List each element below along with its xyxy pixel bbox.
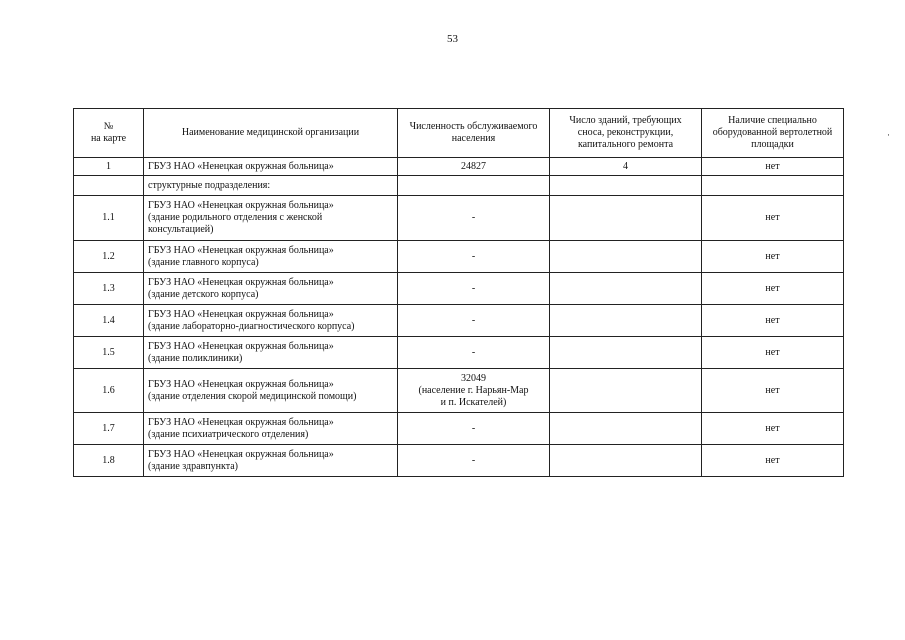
row-helipad: нет <box>702 196 844 241</box>
header-num-line: № <box>103 121 114 132</box>
row-buildings <box>550 176 702 196</box>
row-population-line: - <box>471 454 476 466</box>
row-population-line: - <box>471 250 476 262</box>
row-buildings <box>550 273 702 305</box>
row-name-line: ГБУЗ НАО «Ненецкая окружная больница» <box>148 276 334 288</box>
row-population-line: - <box>471 282 476 294</box>
row-name <box>144 413 398 445</box>
row-name-line: (здание поликлиники) <box>148 352 243 364</box>
row-buildings <box>550 305 702 337</box>
table-row <box>74 273 844 305</box>
table-row <box>74 413 844 445</box>
row-num: 1.3 <box>74 273 144 305</box>
header-buildings-line: капитального ремонта <box>577 139 674 150</box>
row-name <box>144 337 398 369</box>
row-population <box>398 413 550 445</box>
row-name-line: структурные подразделения: <box>148 179 271 191</box>
row-num: 1.8 <box>74 445 144 477</box>
header-buildings-line: Число зданий, требующих <box>569 115 682 126</box>
table-row <box>74 305 844 337</box>
table-row <box>74 158 844 176</box>
row-name-line: ГБУЗ НАО «Ненецкая окружная больница» <box>148 416 334 428</box>
header-num <box>74 109 144 158</box>
row-population-line: (население г. Нарьян-Мар <box>418 384 529 396</box>
row-helipad: нет <box>702 337 844 369</box>
row-population-line: - <box>471 212 476 223</box>
row-num <box>74 176 144 196</box>
row-population-line: - <box>471 422 476 434</box>
row-name-line: (здание родильного отделения с женской <box>148 212 323 223</box>
row-name <box>144 241 398 273</box>
row-num: 1 <box>74 158 144 176</box>
row-population <box>398 305 550 337</box>
edge-mark: · <box>887 130 890 140</box>
row-name <box>144 369 398 413</box>
row-population-line: и п. Искателей) <box>440 396 507 408</box>
row-population <box>398 337 550 369</box>
row-name-line: консультацией) <box>148 224 214 235</box>
row-population-line: - <box>471 314 476 326</box>
row-num: 1.2 <box>74 241 144 273</box>
header-population-line: населения <box>451 133 496 144</box>
row-num: 1.4 <box>74 305 144 337</box>
row-buildings: 4 <box>550 158 702 176</box>
row-helipad <box>702 176 844 196</box>
header-population <box>398 109 550 158</box>
header-name: Наименование медицинской организации <box>144 109 398 158</box>
row-buildings <box>550 196 702 241</box>
row-name <box>144 305 398 337</box>
table-row <box>74 337 844 369</box>
table-header-row <box>74 109 844 158</box>
row-name <box>144 176 398 196</box>
row-name-line: (здание отделения скорой медицинской помощи) <box>148 390 357 402</box>
row-name-line: (здание здравпункта) <box>148 460 238 472</box>
row-name-line: ГБУЗ НАО «Ненецкая окружная больница» <box>148 308 334 320</box>
row-name <box>144 445 398 477</box>
row-helipad: нет <box>702 305 844 337</box>
row-name-line: (здание детского корпуса) <box>148 288 259 300</box>
table-row <box>74 445 844 477</box>
header-helipad-line: оборудованной вертолетной <box>712 127 833 138</box>
row-population-line: - <box>471 346 476 358</box>
medical-organizations-table <box>73 108 844 477</box>
row-population <box>398 445 550 477</box>
row-buildings <box>550 369 702 413</box>
row-name-line: ГБУЗ НАО «Ненецкая окружная больница» <box>148 244 334 256</box>
row-buildings <box>550 241 702 273</box>
header-population-line: Численность обслуживаемого <box>409 121 538 132</box>
row-population <box>398 158 550 176</box>
row-num: 1.1 <box>74 196 144 241</box>
header-buildings <box>550 109 702 158</box>
row-num: 1.7 <box>74 413 144 445</box>
row-name-line: (здание главного корпуса) <box>148 256 259 268</box>
row-num: 1.6 <box>74 369 144 413</box>
table-row <box>74 196 844 241</box>
row-name-line: ГБУЗ НАО «Ненецкая окружная больница» <box>148 378 334 390</box>
row-helipad: нет <box>702 273 844 305</box>
header-num-line: на карте <box>90 133 127 144</box>
row-population <box>398 369 550 413</box>
row-helipad: нет <box>702 413 844 445</box>
header-helipad-line: Наличие специально <box>728 115 817 126</box>
row-name-line: ГБУЗ НАО «Ненецкая окружная больница» <box>148 160 334 172</box>
row-name-line: ГБУЗ НАО «Ненецкая окружная больница» <box>148 340 334 352</box>
row-buildings <box>550 445 702 477</box>
row-helipad: нет <box>702 241 844 273</box>
table-row <box>74 176 844 196</box>
row-name-line: (здание психиатрического отделения) <box>148 428 309 440</box>
row-helipad: нет <box>702 369 844 413</box>
row-name <box>144 273 398 305</box>
row-population-line: 24827 <box>461 160 486 172</box>
row-population <box>398 241 550 273</box>
row-buildings <box>550 413 702 445</box>
row-name-line: ГБУЗ НАО «Ненецкая окружная больница» <box>148 448 334 460</box>
row-helipad: нет <box>702 445 844 477</box>
header-helipad-line: площадки <box>751 139 794 150</box>
row-buildings <box>550 337 702 369</box>
table-row <box>74 369 844 413</box>
table-row <box>74 241 844 273</box>
page-number: 53 <box>447 33 458 45</box>
header-helipad <box>702 109 844 158</box>
row-population <box>398 196 550 241</box>
header-buildings-line: сноса, реконструкции, <box>577 127 674 138</box>
row-population <box>398 176 550 196</box>
row-name-line: ГБУЗ НАО «Ненецкая окружная больница» <box>148 200 334 211</box>
row-name <box>144 158 398 176</box>
row-helipad: нет <box>702 158 844 176</box>
row-name-line: (здание лабораторно-диагностического корпуса) <box>148 320 355 332</box>
row-population-line: 32049 <box>461 372 486 384</box>
row-num: 1.5 <box>74 337 144 369</box>
row-population <box>398 273 550 305</box>
row-name <box>144 196 398 241</box>
